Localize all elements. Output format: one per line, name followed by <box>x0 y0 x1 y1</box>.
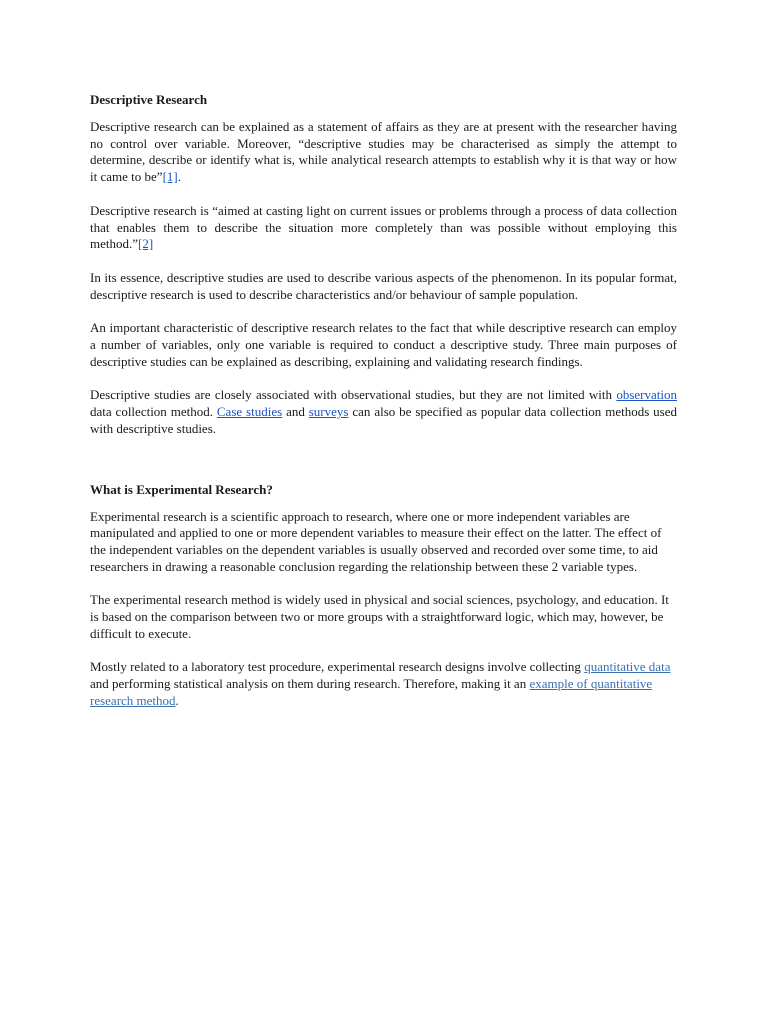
paragraph-text: Descriptive studies are closely associated with observational studies, but they are not limited with <box>90 387 617 403</box>
paragraph-descriptive-definition <box>90 119 677 186</box>
footnote-ref-1-link[interactable]: [1] <box>162 169 178 185</box>
surveys-link[interactable]: surveys <box>308 404 349 420</box>
case-studies-link[interactable]: Case studies <box>216 404 283 420</box>
quantitative-data-link[interactable]: quantitative data <box>584 659 671 675</box>
paragraph-text: Descriptive research is “aimed at casting light on current issues or problems through a process of data collection that enables them to describe the situation more completely than was possible without employing this method.” <box>90 202 677 252</box>
quantitative-research-method-link[interactable]: example of quantitative research method <box>90 676 653 708</box>
heading-descriptive-research: Descriptive Research <box>90 92 208 107</box>
paragraph-text: and <box>282 404 309 420</box>
paragraph-text: Mostly related to a laboratory test procedure, experimental research designs involve collecting <box>90 659 585 675</box>
paragraph-text: Descriptive research can be explained as a statement of affairs as they are at present with the researcher having no control over variable. Moreover, “descriptive studies may be characterised as simply the attempt to determine, describe or identify what is, while analytical research attempts to establish why it is that way or how it came to be” <box>90 119 677 185</box>
paragraph-descriptive-characteristic: An important characteristic of descriptive research relates to the fact that while descriptive research can employ a number of variables, only one variable is required to conduct a descriptive study. Three main purposes of descriptive studies can be explained as describing, explaining and validating research findings. <box>90 320 677 369</box>
paragraph-experimental-usage: The experimental research method is widely used in physical and social sciences, psychology, and education. It is based on the comparison between two or more groups with a straightforward logic, which may, however, be difficult to execute. <box>90 592 669 641</box>
paragraph-text: and performing statistical analysis on them during research. Therefore, making it an <box>90 676 530 692</box>
paragraph-experimental-definition: Experimental research is a scientific approach to research, where one or more independent variables are manipulated and applied to one or more dependent variables to measure their effect on the latter. The effect of the independent variables on the dependent variables is usually observed and recorded over some time, to aid researchers in drawing a reasonable conclusion regarding the relationship between these 2 variable types. <box>90 508 662 574</box>
paragraph-end: . <box>177 169 181 185</box>
paragraph-descriptive-essence: In its essence, descriptive studies are used to describe various aspects of the phenomenon. In its popular format, descriptive research is used to describe characteristics and/or behaviour of sample population. <box>90 269 677 302</box>
paragraph-descriptive-methods <box>90 387 677 437</box>
paragraph-descriptive-aim <box>90 203 677 253</box>
footnote-ref-2-link[interactable]: [2] <box>138 236 154 252</box>
paragraph-text: can also be specified as popular data collection methods used with descriptive studies. <box>90 404 677 436</box>
paragraph-text: data collection method. <box>90 404 217 420</box>
document-page <box>90 91 677 727</box>
observation-link[interactable]: observation <box>616 387 677 403</box>
paragraph-text: . <box>175 692 179 708</box>
heading-experimental-research: What is Experimental Research? <box>90 481 273 497</box>
paragraph-experimental-laboratory <box>90 659 677 709</box>
